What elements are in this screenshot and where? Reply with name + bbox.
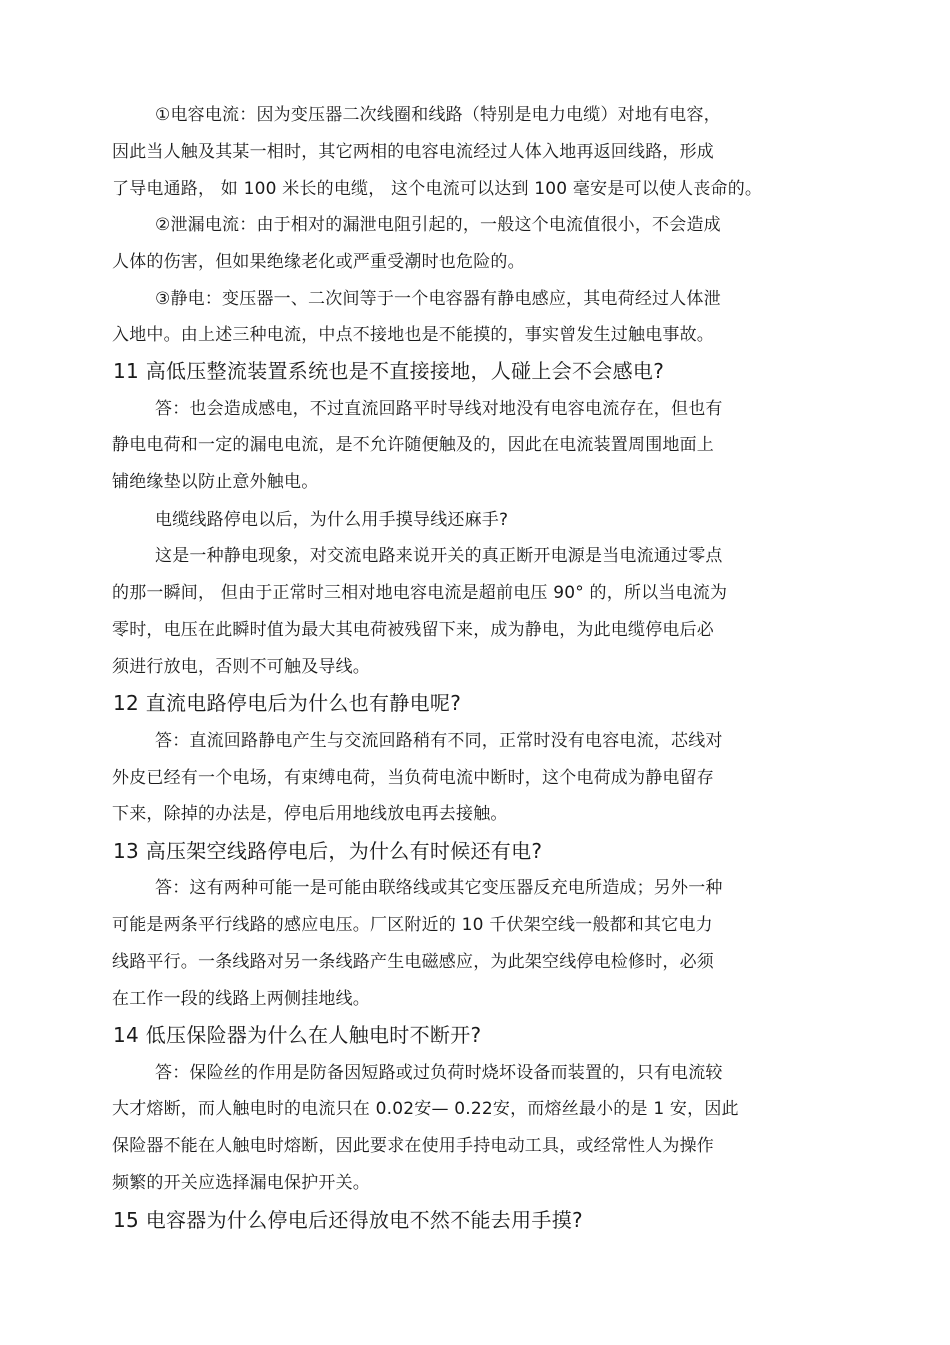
text-line: 这是一种静电现象，对交流电路来说开关的真正断开电源是当电流通过零点 [155, 546, 723, 566]
question-heading: 14 低压保险器为什么在人触电时不断开? [113, 1023, 482, 1047]
text-line: 因此当人触及其某一相时，其它两相的电容电流经过人体入地再返回线路，形成 [112, 142, 714, 162]
text-line: ①电容电流：因为变压器二次线圈和线路（特别是电力电缆）对地有电容， [155, 105, 721, 125]
text-line: 答：直流回路静电产生与交流回路稍有不同，正常时没有电容电流，芯线对 [155, 731, 723, 751]
text-line: 大才熔断，而人触电时的电流只在 0.02安— 0.22安，而熔丝最小的是 1 安，因此 [112, 1099, 739, 1119]
text-line: 在工作一段的线路上两侧挂地线。 [112, 989, 370, 1009]
question-heading: 15 电容器为什么停电后还得放电不然不能去用手摸? [113, 1208, 583, 1232]
text-line: 人体的伤害，但如果绝缘老化或严重受潮时也危险的。 [112, 252, 525, 272]
text-line: 可能是两条平行线路的感应电压。厂区附近的 10 千伏架空线一般都和其它电力 [112, 915, 713, 935]
text-line: 入地中。由上述三种电流，中点不接地也是不能摸的，事实曾发生过触电事故。 [112, 325, 714, 345]
text-line: ②泄漏电流：由于相对的漏泄电阻引起的，一般这个电流值很小，不会造成 [155, 215, 721, 235]
text-line: 的那一瞬间， 但由于正常时三相对地电容电流是超前电压 90° 的，所以当电流为 [112, 583, 728, 603]
text-line: 铺绝缘垫以防止意外触电。 [112, 472, 319, 492]
text-line: 静电电荷和一定的漏电电流，是不允许随便触及的，因此在电流装置周围地面上 [112, 435, 714, 455]
text-line: 外皮已经有一个电场，有束缚电荷，当负荷电流中断时，这个电荷成为静电留存 [112, 768, 714, 788]
text-line: 下来，除掉的办法是，停电后用地线放电再去接触。 [112, 804, 508, 824]
text-line: 频繁的开关应选择漏电保护开关。 [112, 1173, 370, 1193]
text-line: 零时，电压在此瞬时值为最大其电荷被残留下来，成为静电，为此电缆停电后必 [112, 620, 714, 640]
text-line: 保险器不能在人触电时熔断，因此要求在使用手持电动工具，或经常性人为操作 [112, 1136, 714, 1156]
text-line: 答：这有两种可能一是可能由联络线或其它变压器反充电所造成；另外一种 [155, 878, 723, 898]
text-line: 须进行放电，否则不可触及导线。 [112, 657, 370, 677]
text-line: 线路平行。一条线路对另一条线路产生电磁感应，为此架空线停电检修时，必须 [112, 952, 714, 972]
text-line: 答：也会造成感电，不过直流回路平时导线对地没有电容电流存在，但也有 [155, 399, 723, 419]
text-line: ③静电：变压器一、二次间等于一个电容器有静电感应，其电荷经过人体泄 [155, 289, 721, 309]
question-heading: 11 高低压整流装置系统也是不直接接地，人碰上会不会感电? [113, 359, 665, 383]
text-line: 电缆线路停电以后，为什么用手摸导线还麻手? [155, 510, 509, 530]
question-heading: 13 高压架空线路停电后，为什么有时候还有电? [113, 839, 543, 863]
text-line: 了导电通路， 如 100 米长的电缆， 这个电流可以达到 100 毫安是可以使人丧命的。 [112, 179, 763, 199]
question-heading: 12 直流电路停电后为什么也有静电呢? [113, 691, 462, 715]
text-line: 答：保险丝的作用是防备因短路或过负荷时烧坏设备而装置的，只有电流较 [155, 1063, 723, 1083]
